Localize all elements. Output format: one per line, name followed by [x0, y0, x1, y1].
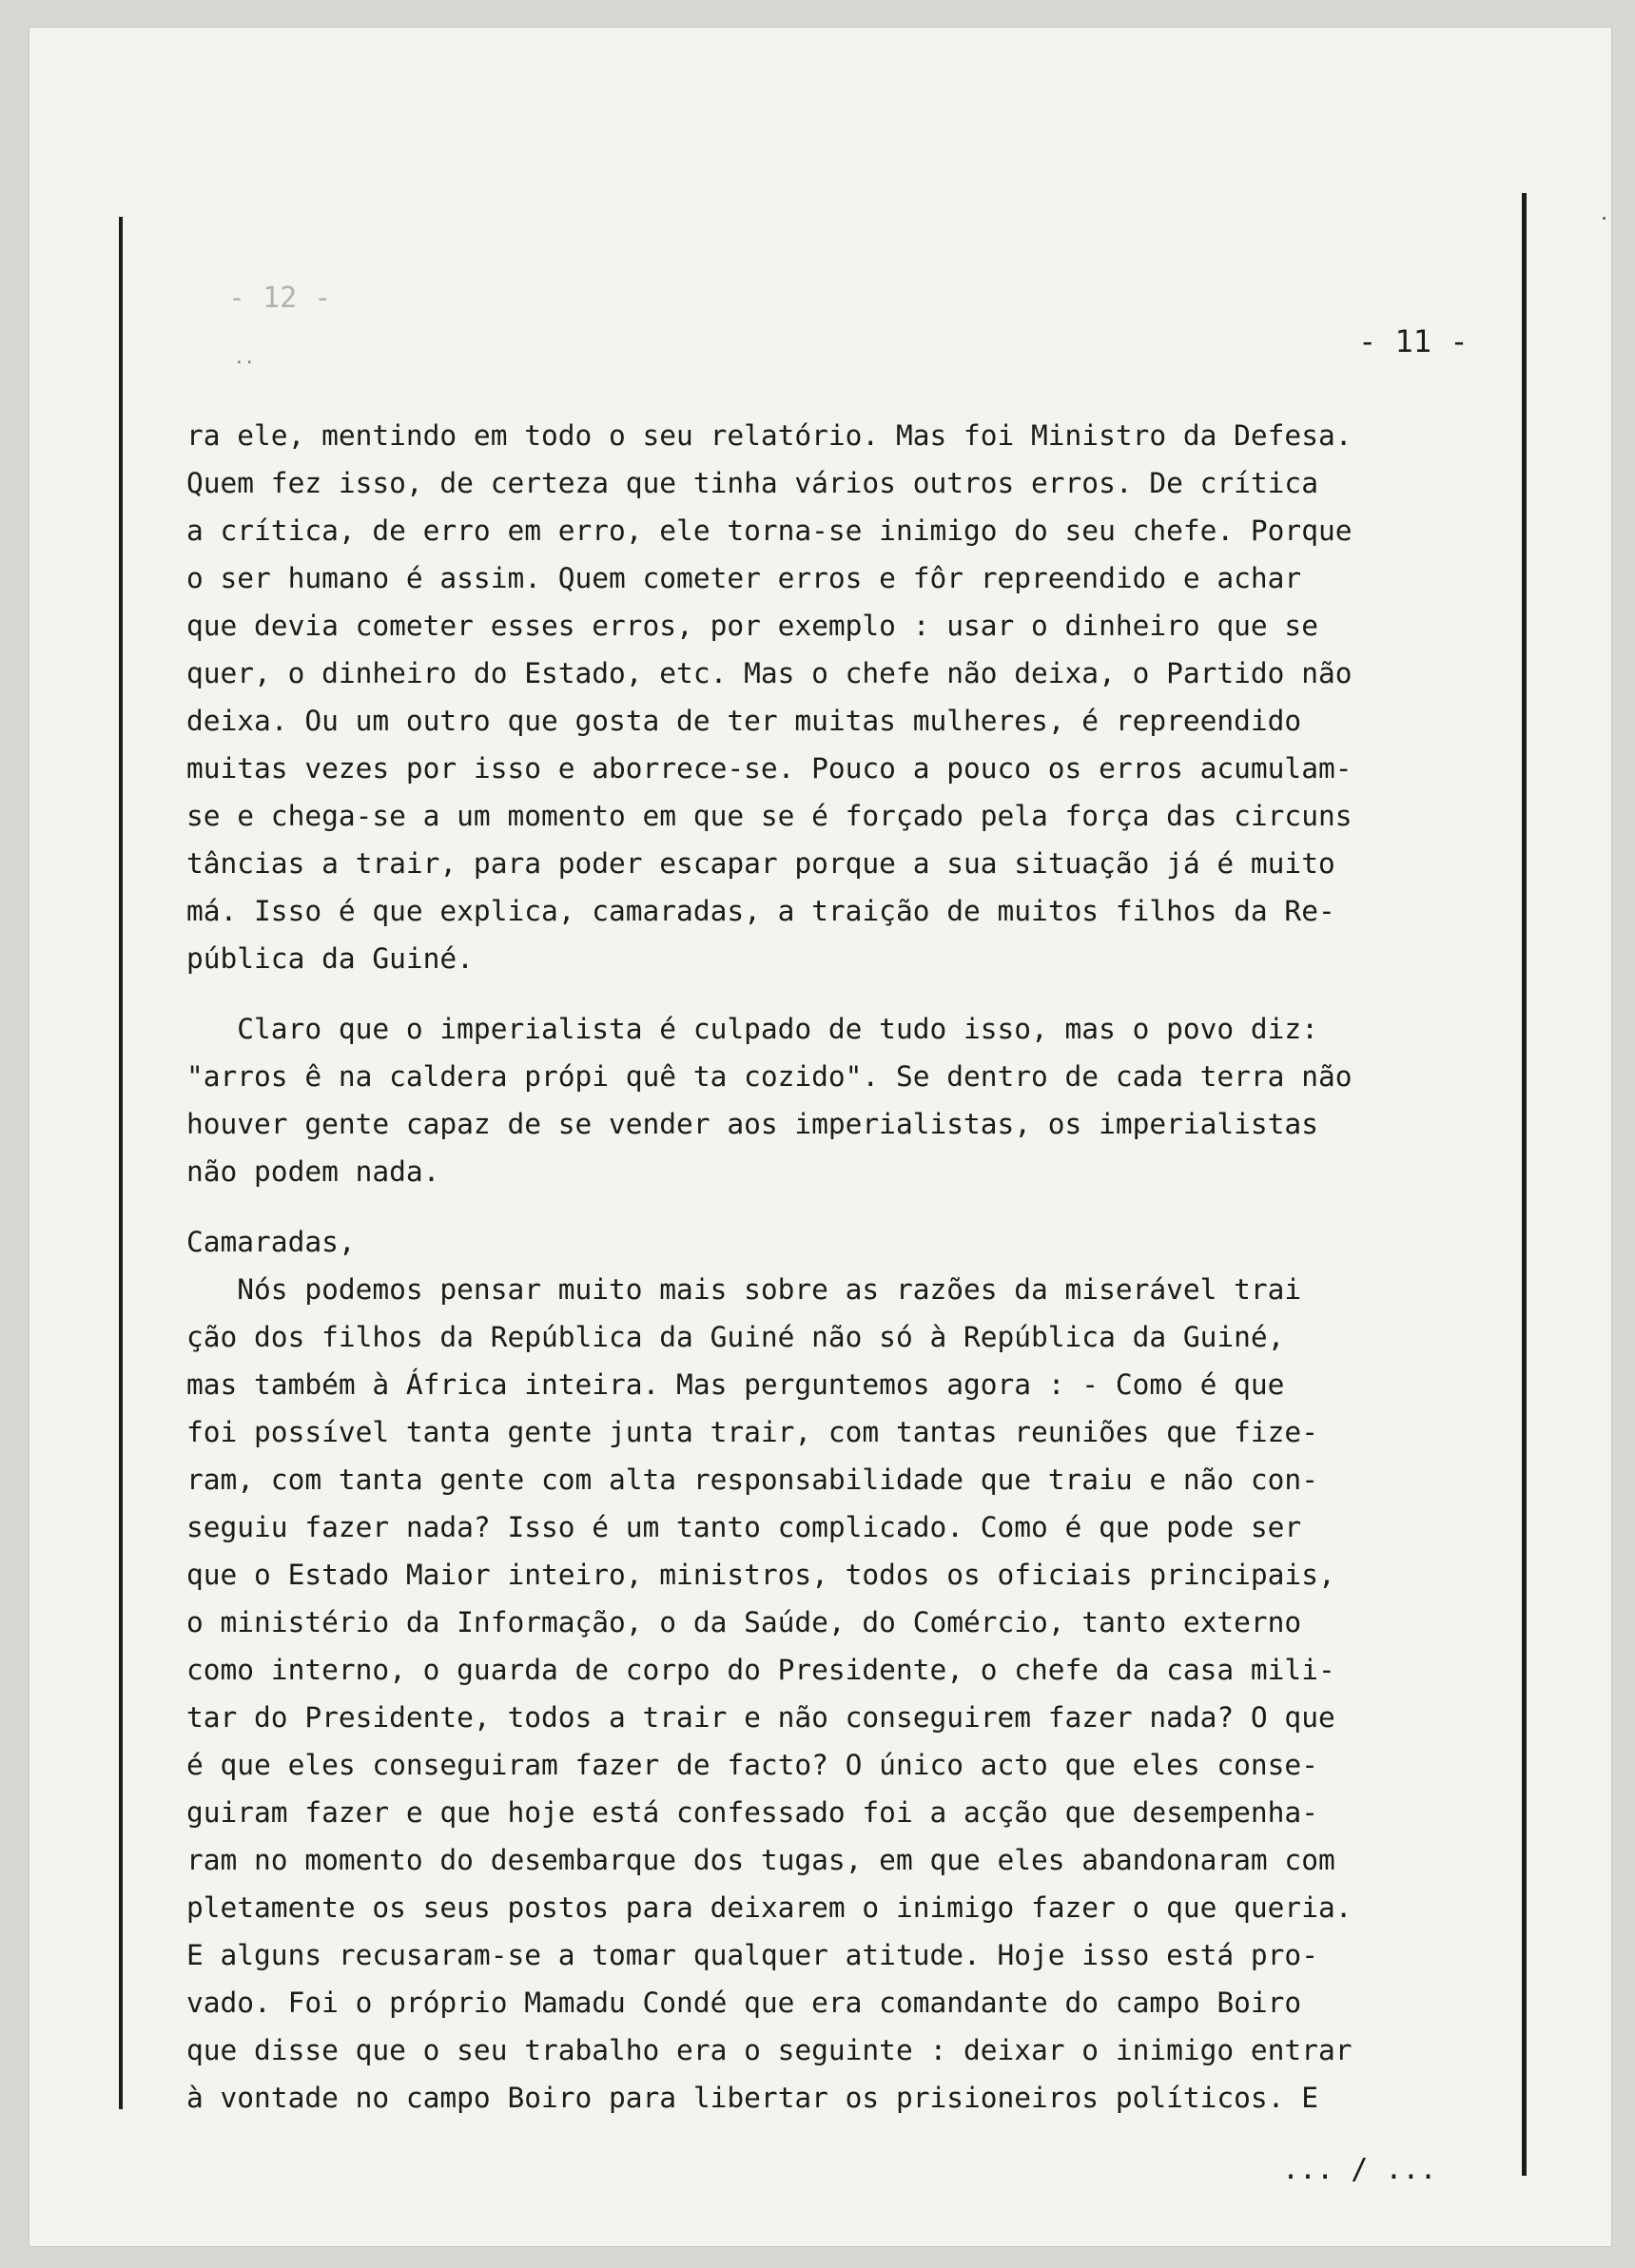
text-line: Quem fez isso, de certeza que tinha vários outros erros. De crítica — [186, 467, 1318, 499]
text-line: deixa. Ou um outro que gosta de ter muitas mulheres, é repreendido — [186, 705, 1302, 737]
text-line: má. Isso é que explica, camaradas, a traição de muitos filhos da Re- — [186, 895, 1335, 927]
text-line: o ser humano é assim. Quem cometer erros e fôr repreendido e achar — [186, 562, 1302, 594]
text-line: muitas vezes por isso e aborrece-se. Pouco a pouco os erros acumulam- — [186, 752, 1353, 785]
paragraph-3 — [186, 1266, 1537, 2122]
page-number: - 11 - — [1358, 323, 1469, 359]
text-line: vado. Foi o próprio Mamadu Condé que era comandante do campo Boiro — [186, 1987, 1302, 2019]
paragraph-gap — [186, 1195, 1537, 1218]
body-text — [186, 412, 1537, 2122]
speck — [1603, 217, 1606, 220]
paragraph-1 — [186, 412, 1537, 982]
text-line: não podem nada. — [186, 1155, 440, 1188]
text-line: Nós podemos pensar muito mais sobre as razões da miserável trai — [186, 1273, 1302, 1306]
salutation — [186, 1218, 1537, 1266]
text-line: guiram fazer e que hoje está confessado foi a acção que desempenha- — [186, 1796, 1318, 1829]
text-line: tâncias a trair, para poder escapar porque a sua situação já é muito — [186, 847, 1335, 880]
text-line: se e chega-se a um momento em que se é forçado pela força das circuns — [186, 800, 1353, 832]
text-line: é que eles conseguiram fazer de facto? O único acto que eles conse- — [186, 1749, 1318, 1781]
text-line: como interno, o guarda de corpo do Presidente, o chefe da casa mili- — [186, 1654, 1335, 1686]
text-line: houver gente capaz de se vender aos imperialistas, os imperialistas — [186, 1108, 1318, 1140]
text-line: ram, com tanta gente com alta responsabilidade que traiu e não con- — [186, 1464, 1318, 1496]
page-left-edge-shadow — [119, 217, 123, 2109]
text-line: que o Estado Maior inteiro, ministros, todos os oficiais principais, — [186, 1559, 1335, 1591]
text-line: ram no momento do desembarque dos tugas, em que eles abandonaram com — [186, 1844, 1335, 1876]
text-line: tar do Presidente, todos a trair e não conseguirem fazer nada? O que — [186, 1701, 1335, 1734]
continuation-mark: ... / ... — [1282, 2153, 1437, 2186]
text-line: a crítica, de erro em erro, ele torna-se inimigo do seu chefe. Porque — [186, 514, 1353, 547]
text-line: mas também à África inteira. Mas perguntemos agora : - Como é que — [186, 1368, 1285, 1401]
bleed-through-page-number: - 12 - — [228, 281, 332, 315]
document-page — [29, 27, 1612, 2247]
text-line: foi possível tanta gente junta trair, com tantas reuniões que fize- — [186, 1416, 1318, 1448]
text-line: que devia cometer esses erros, por exemplo : usar o dinheiro que se — [186, 610, 1318, 642]
text-line: à vontade no campo Boiro para libertar os prisioneiros políticos. E — [186, 2082, 1318, 2114]
text-line: Claro que o imperialista é culpado de tudo isso, mas o povo diz: — [186, 1013, 1318, 1045]
text-line: "arros ê na caldera própi quê ta cozido". Se dentro de cada terra não — [186, 1060, 1353, 1093]
text-line: pletamente os seus postos para deixarem o inimigo fazer o que queria. — [186, 1891, 1353, 1924]
text-line: seguiu fazer nada? Isso é um tanto complicado. Como é que pode ser — [186, 1511, 1302, 1543]
text-line: o ministério da Informação, o da Saúde, do Comércio, tanto externo — [186, 1606, 1302, 1638]
paragraph-gap — [186, 982, 1537, 1005]
text-line: ra ele, mentindo em todo o seu relatório. Mas foi Ministro da Defesa. — [186, 419, 1353, 452]
text-line: pública da Guiné. — [186, 942, 474, 975]
text-line: que disse que o seu trabalho era o seguinte : deixar o inimigo entrar — [186, 2034, 1353, 2066]
text-line: Camaradas, — [186, 1226, 356, 1258]
text-line: quer, o dinheiro do Estado, etc. Mas o chefe não deixa, o Partido não — [186, 657, 1353, 689]
margin-mark: .. — [234, 348, 255, 368]
text-line: ção dos filhos da República da Guiné não só à República da Guiné, — [186, 1321, 1285, 1353]
paragraph-2 — [186, 1005, 1537, 1195]
text-line: E alguns recusaram-se a tomar qualquer atitude. Hoje isso está pro- — [186, 1939, 1318, 1971]
